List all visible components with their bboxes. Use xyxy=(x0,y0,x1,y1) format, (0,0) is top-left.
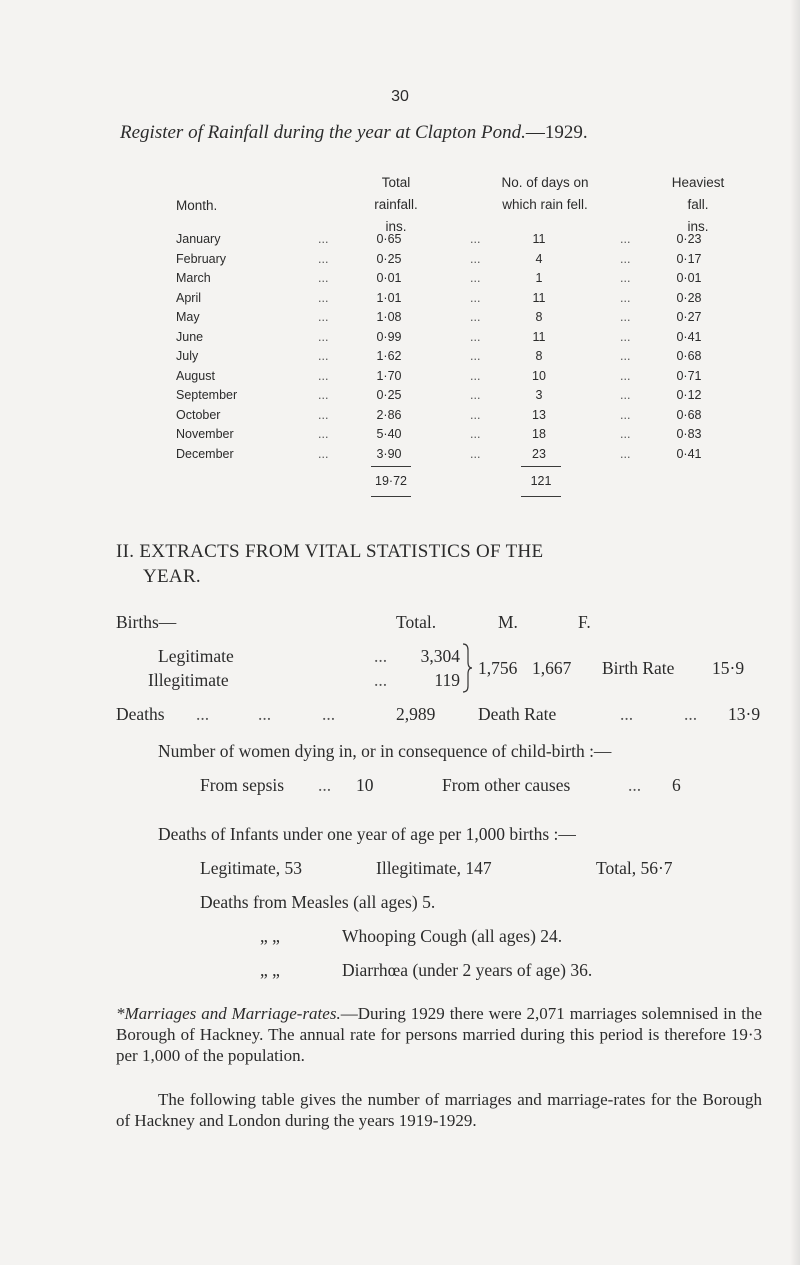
total-rule-top xyxy=(371,466,411,467)
dots-cell: ... xyxy=(620,310,631,324)
dots-cell: ... xyxy=(470,271,481,285)
total-cell: 1·01 xyxy=(376,290,402,305)
diarrhoea-line: Diarrhœa (under 2 years of age) 36. xyxy=(342,960,593,980)
days-cell: 1 xyxy=(535,271,543,285)
days-cell: 18 xyxy=(532,427,546,441)
section-heading-cont: YEAR. xyxy=(143,566,201,587)
month-header: Month. xyxy=(176,198,218,213)
month-cell: April xyxy=(176,290,202,305)
month-cell: March xyxy=(176,271,211,285)
days-rule-top xyxy=(521,466,561,467)
heaviest-header-unit: ins. xyxy=(687,219,709,234)
heaviest-cell: 0·41 xyxy=(676,446,702,461)
legit-label: Legitimate xyxy=(158,646,234,666)
days-cell: 3 xyxy=(535,388,543,402)
illegit-dots: ... xyxy=(374,670,388,690)
infant-illegit: Illegitimate, 147 xyxy=(376,858,492,878)
dots-cell: ... xyxy=(470,446,481,461)
page-number: 30 xyxy=(391,88,409,105)
heaviest-cell: 0·17 xyxy=(676,251,702,266)
days-cell: 8 xyxy=(535,310,543,324)
total-rule-bottom xyxy=(371,496,411,497)
days-header-line1: No. of days on xyxy=(501,175,589,190)
heaviest-header-line2: fall. xyxy=(687,197,709,212)
other-dots: ... xyxy=(628,775,642,795)
deaths-total: 2,989 xyxy=(396,704,436,724)
deaths-dots-3: ... xyxy=(322,704,336,724)
total-rainfall-header xyxy=(336,172,456,238)
birth-rate-label: Birth Rate xyxy=(602,658,675,678)
days-cell: 23 xyxy=(532,446,546,461)
marriages-paragraph xyxy=(116,1003,762,1066)
title-dash: — xyxy=(525,122,545,143)
dots-cell: ... xyxy=(318,368,329,383)
dots-cell: ... xyxy=(318,329,329,344)
deaths-label: Deaths xyxy=(116,704,165,724)
days-rule-bottom xyxy=(521,496,561,497)
total-days: 121 xyxy=(530,474,552,488)
rainfall-title xyxy=(120,122,588,144)
other-causes-label: From other causes xyxy=(442,775,571,795)
heaviest-cell: 0·12 xyxy=(676,388,702,402)
sepsis-value: 10 xyxy=(356,775,374,795)
dots-cell: ... xyxy=(470,407,481,422)
dots-cell: ... xyxy=(470,349,481,363)
ditto-1: „ „ xyxy=(260,926,280,946)
dots-cell: ... xyxy=(318,349,329,363)
page-edge-shadow xyxy=(790,0,800,1265)
brace xyxy=(461,642,473,699)
heaviest-cell: 0·68 xyxy=(676,407,702,422)
total-rainfall: 19·72 xyxy=(375,474,407,488)
heaviest-cell: 0·27 xyxy=(676,310,702,324)
ditto-2: „ „ xyxy=(260,960,280,980)
table-row xyxy=(0,408,800,428)
infant-legit: Legitimate, 53 xyxy=(200,858,303,878)
dots-cell: ... xyxy=(318,388,329,402)
month-cell: August xyxy=(176,368,215,383)
month-cell: June xyxy=(176,329,204,344)
heaviest-fall-header xyxy=(648,172,748,238)
heaviest-header-line1: Heaviest xyxy=(671,175,725,190)
month-cell: July xyxy=(176,349,199,363)
legit-dots: ... xyxy=(374,646,388,666)
dots-cell: ... xyxy=(620,427,631,441)
rainfall-table xyxy=(0,232,800,466)
dots-cell: ... xyxy=(620,290,631,305)
rainfall-title-text: Register of Rainfall during the year at Clapton Pond. xyxy=(120,122,526,143)
dots-cell: ... xyxy=(318,310,329,324)
following-paragraph: The following table gives the number of marriages and marriage-rates for the Borough of Hackney and London during the years 1919-1929. xyxy=(116,1090,762,1130)
heaviest-cell: 0·23 xyxy=(676,232,702,246)
total-header-line2: rainfall. xyxy=(374,197,418,212)
table-row xyxy=(0,388,800,408)
dots-cell: ... xyxy=(470,329,481,344)
table-row xyxy=(0,310,800,330)
days-cell: 8 xyxy=(535,349,543,363)
table-row xyxy=(0,349,800,369)
total-cell: 0·65 xyxy=(376,232,402,246)
dots-cell: ... xyxy=(620,407,631,422)
heaviest-cell: 0·01 xyxy=(676,271,702,285)
days-cell: 11 xyxy=(532,329,546,344)
sepsis-dots: ... xyxy=(318,775,332,795)
total-header-line1: Total xyxy=(381,175,411,190)
dots-cell: ... xyxy=(470,310,481,324)
illegit-label: Illegitimate xyxy=(148,670,229,690)
month-cell: May xyxy=(176,310,200,324)
births-label: Births— xyxy=(116,612,177,632)
whooping-line: Whooping Cough (all ages) 24. xyxy=(342,926,563,946)
month-cell: October xyxy=(176,407,221,422)
month-cell: September xyxy=(176,388,238,402)
heaviest-cell: 0·71 xyxy=(676,368,702,383)
total-cell: 2·86 xyxy=(376,407,402,422)
total-cell: 0·25 xyxy=(376,251,402,266)
total-cell: 5·40 xyxy=(376,427,402,441)
table-row xyxy=(0,447,800,467)
dots-cell: ... xyxy=(470,368,481,383)
death-rate: 13·9 xyxy=(728,704,761,724)
dots-cell: ... xyxy=(318,251,329,266)
total-cell: 1·62 xyxy=(376,349,402,363)
days-cell: 13 xyxy=(532,407,546,422)
table-row xyxy=(0,252,800,272)
sepsis-label: From sepsis xyxy=(200,775,285,795)
birth-rate: 15·9 xyxy=(712,658,745,678)
maternal-line: Number of women dying in, or in consequence of child-birth :— xyxy=(158,741,612,761)
month-cell: February xyxy=(176,251,227,266)
dots-cell: ... xyxy=(318,427,329,441)
dots-cell: ... xyxy=(620,446,631,461)
dots-cell: ... xyxy=(620,271,631,285)
dots-cell: ... xyxy=(470,427,481,441)
month-cell: December xyxy=(176,446,234,461)
infant-total: Total, 56·7 xyxy=(596,858,673,878)
dots-cell: ... xyxy=(620,232,631,246)
total-header-unit: ins. xyxy=(385,219,407,234)
total-cell: 0·01 xyxy=(376,271,402,285)
dots-cell: ... xyxy=(318,407,329,422)
heaviest-cell: 0·83 xyxy=(676,427,702,441)
dots-cell: ... xyxy=(318,271,329,285)
dots-cell: ... xyxy=(620,349,631,363)
dots-cell: ... xyxy=(470,251,481,266)
days-cell: 10 xyxy=(532,368,546,383)
dots-cell: ... xyxy=(318,446,329,461)
total-cell: 1·70 xyxy=(376,368,402,383)
dots-cell: ... xyxy=(318,290,329,305)
dots-cell: ... xyxy=(620,388,631,402)
illegit-total: 119 xyxy=(434,670,460,690)
measles-line: Deaths from Measles (all ages) 5. xyxy=(200,892,436,912)
heaviest-cell: 0·68 xyxy=(676,349,702,363)
dots-cell: ... xyxy=(620,329,631,344)
days-header-line2: which rain fell. xyxy=(502,197,588,212)
legit-total: 3,304 xyxy=(420,646,460,666)
table-row xyxy=(0,271,800,291)
table-row xyxy=(0,369,800,389)
col-total: Total. xyxy=(396,612,437,632)
dots-cell: ... xyxy=(318,232,329,246)
marriages-text: —During 1929 there were 2,071 marriages solemnised in the Borough of Hackney. The annual rate for persons married during this period is therefore 19·3 per 1,000 of the population. xyxy=(116,1004,762,1065)
month-cell: January xyxy=(176,232,221,246)
total-cell: 1·08 xyxy=(376,310,402,324)
death-rate-label: Death Rate xyxy=(478,704,557,724)
births-m: 1,756 xyxy=(478,658,518,678)
births-f: 1,667 xyxy=(532,658,572,678)
rainfall-year: 1929. xyxy=(544,122,588,143)
deaths-dots-1: ... xyxy=(196,704,210,724)
days-cell: 11 xyxy=(532,232,546,246)
month-cell: November xyxy=(176,427,234,441)
dots-cell: ... xyxy=(470,388,481,402)
death-rate-dots-2: ... xyxy=(684,704,698,724)
total-cell: 3·90 xyxy=(376,446,402,461)
deaths-dots-2: ... xyxy=(258,704,272,724)
heaviest-cell: 0·41 xyxy=(676,329,702,344)
heaviest-cell: 0·28 xyxy=(676,290,702,305)
col-f: F. xyxy=(578,612,591,632)
table-row xyxy=(0,427,800,447)
table-row xyxy=(0,291,800,311)
table-row xyxy=(0,232,800,252)
total-cell: 0·99 xyxy=(376,329,402,344)
death-rate-dots-1: ... xyxy=(620,704,634,724)
col-m: M. xyxy=(498,612,518,632)
other-causes-value: 6 xyxy=(672,775,681,795)
section-heading: II. EXTRACTS FROM VITAL STATISTICS OF THE xyxy=(116,541,544,562)
table-row xyxy=(0,330,800,350)
dots-cell: ... xyxy=(470,290,481,305)
rain-days-header xyxy=(470,172,620,216)
total-cell: 0·25 xyxy=(376,388,402,402)
infant-line: Deaths of Infants under one year of age per 1,000 births :— xyxy=(158,824,576,844)
dots-cell: ... xyxy=(470,232,481,246)
days-cell: 11 xyxy=(532,290,546,305)
days-cell: 4 xyxy=(535,251,543,266)
marriages-lead: *Marriages and Marriage-rates. xyxy=(116,1004,341,1023)
dots-cell: ... xyxy=(620,368,631,383)
dots-cell: ... xyxy=(620,251,631,266)
